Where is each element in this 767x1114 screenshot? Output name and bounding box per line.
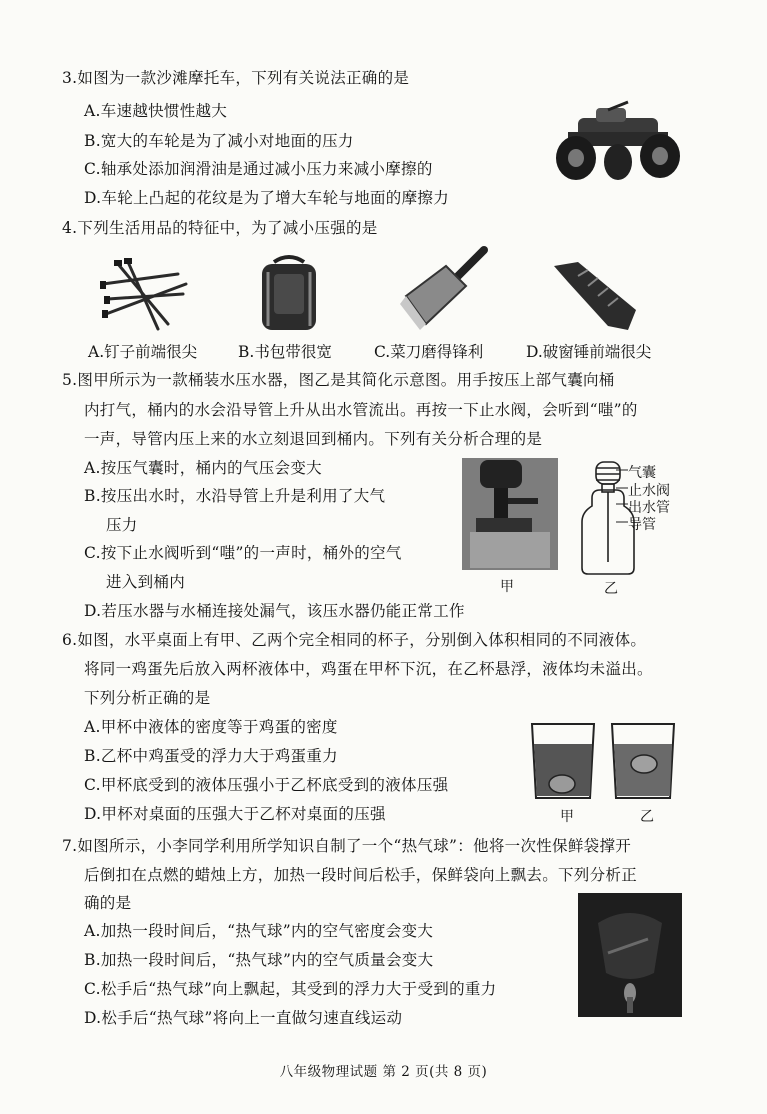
q4-caption-d: D.破窗锤前端很尖 — [526, 343, 652, 361]
q6-option-c: C.甲杯底受到的液体压强小于乙杯底受到的液体压强 — [84, 776, 449, 794]
q7-stem-line-2: 后倒扣在点燃的蜡烛上方，加热一段时间后松手，保鲜袋向上飘去。下列分析正 — [84, 866, 638, 884]
q5-option-b-cont: 压力 — [106, 516, 138, 534]
q4-caption-b: B.书包带很宽 — [238, 343, 332, 361]
label-leader-lines — [616, 462, 628, 532]
q3-option-c: C.轴承处添加润滑油是通过减小压力来减小摩擦的 — [84, 160, 433, 178]
q3-option-b: B.宽大的车轮是为了减小对地面的压力 — [84, 132, 354, 150]
q5-part-stop-valve: 止水阀 — [628, 483, 670, 499]
q7-stem-line-3: 确的是 — [84, 894, 132, 912]
q6-fig-label-jia: 甲 — [560, 809, 574, 825]
q6-option-d: D.甲杯对桌面的压强大于乙杯对桌面的压强 — [84, 805, 386, 823]
q5-option-c-cont: 进入到桶内 — [106, 573, 186, 591]
q6-fig-label-yi: 乙 — [640, 809, 654, 825]
q5-fig-label-jia: 甲 — [500, 579, 514, 595]
q5-option-a: A.按压气囊时，桶内的气压会变大 — [84, 459, 322, 477]
water-pump-photo — [462, 458, 558, 570]
q4-stem: 4.下列生活用品的特征中，为了减小压强的是 — [62, 219, 378, 237]
q5-stem-line-3: 一声，导管内压上来的水立刻退回到桶内。下列有关分析合理的是 — [84, 430, 543, 448]
q5-part-outlet-pipe: 出水管 — [628, 500, 670, 516]
atv-image — [548, 100, 686, 184]
q7-option-a: A.加热一段时间后，“热气球”内的空气密度会变大 — [84, 922, 434, 940]
q6-option-a: A.甲杯中液体的密度等于鸡蛋的密度 — [84, 718, 338, 736]
window-hammer-image — [548, 256, 640, 336]
cup-jia-sinking-egg — [528, 720, 598, 802]
q7-option-c: C.松手后“热气球”向上飘起，其受到的浮力大于受到的重力 — [84, 980, 497, 998]
backpack-image — [254, 252, 324, 334]
nails-image — [98, 254, 193, 334]
q5-option-d: D.若压水器与水桶连接处漏气，该压水器仍能正常工作 — [84, 602, 465, 620]
q4-caption-c: C.菜刀磨得锋利 — [374, 343, 484, 361]
q5-option-c: C.按下止水阀听到“嗤”的一声时，桶外的空气 — [84, 544, 402, 562]
q6-stem-line-2: 将同一鸡蛋先后放入两杯液体中，鸡蛋在甲杯下沉，在乙杯悬浮，液体均未溢出。 — [84, 660, 653, 678]
page-footer: 八年级物理试题 第 2 页(共 8 页) — [279, 1064, 488, 1080]
q3-option-a: A.车速越快惯性越大 — [84, 102, 228, 120]
q6-stem-line-3: 下列分析正确的是 — [84, 689, 211, 707]
cup-yi-suspended-egg — [608, 720, 678, 802]
q5-part-conduit: 导管 — [628, 517, 656, 533]
q5-option-b: B.按压出水时，水沿导管上升是利用了大气 — [84, 487, 386, 505]
q3-option-d: D.车轮上凸起的花纹是为了增大车轮与地面的摩擦力 — [84, 189, 450, 207]
q7-option-b: B.加热一段时间后，“热气球”内的空气质量会变大 — [84, 951, 434, 969]
q5-part-bladder: 气囊 — [628, 465, 656, 481]
q4-caption-a: A.钉子前端很尖 — [88, 343, 198, 361]
hot-air-balloon-photo — [578, 893, 682, 1017]
q5-stem-line-1: 5.图甲所示为一款桶装水压水器，图乙是其简化示意图。用手按压上部气囊向桶 — [62, 371, 615, 389]
q7-stem-line-1: 7.如图所示，小李同学利用所学知识自制了一个“热气球”：他将一次性保鲜袋撑开 — [62, 837, 632, 855]
q5-stem-line-2: 内打气，桶内的水会沿导管上升从出水管流出。再按一下止水阀，会听到“嗤”的 — [84, 401, 638, 419]
q3-stem: 3.如图为一款沙滩摩托车，下列有关说法正确的是 — [62, 69, 410, 87]
cleaver-image — [396, 246, 488, 338]
q6-stem-line-1: 6.如图，水平桌面上有甲、乙两个完全相同的杯子，分别倒入体积相同的不同液体。 — [62, 631, 647, 649]
q6-option-b: B.乙杯中鸡蛋受的浮力大于鸡蛋重力 — [84, 747, 338, 765]
q7-option-d: D.松手后“热气球”将向上一直做匀速直线运动 — [84, 1009, 403, 1027]
q5-fig-label-yi: 乙 — [604, 581, 618, 597]
